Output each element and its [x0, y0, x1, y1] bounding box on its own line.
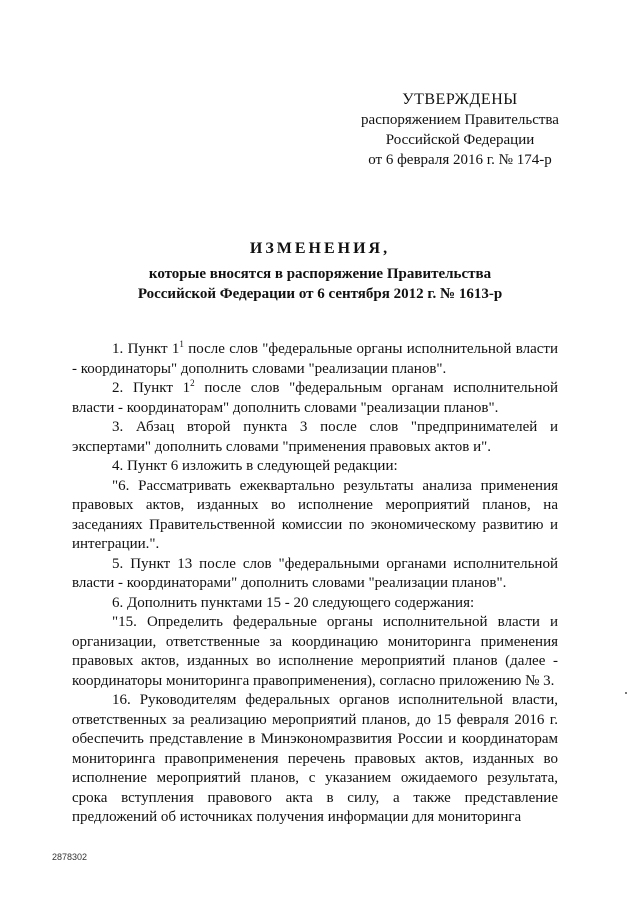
paragraph-7: 6. Дополнить пунктами 15 - 20 следующего содержания: [112, 594, 475, 611]
subtitle-line-2: Российской Федерации от 6 сентября 2012 г. № 1613-р [137, 286, 503, 302]
document-body [72, 340, 558, 828]
document-number: 2878302 [52, 852, 88, 862]
approval-block [330, 90, 590, 170]
paragraph-2-rest: после слов "федеральным органам исполнительной власти - координаторам" дополнить словами "реализации планов". [72, 380, 558, 416]
document-title: ИЗМЕНЕНИЯ, [249, 240, 391, 257]
document-subtitle [60, 264, 580, 304]
margin-mark [625, 692, 627, 694]
paragraph-3: 3. Абзац второй пункта 3 после слов "предпринимателей и экспертами" дополнить словами "применения правовых актов и". [72, 419, 558, 455]
paragraph-2-superscript: 2 [190, 378, 195, 388]
approval-line-2: Российской Федерации [385, 132, 535, 148]
paragraph-1-superscript: 1 [179, 339, 184, 349]
approval-line-1: распоряжением Правительства [361, 112, 559, 128]
approval-line-3: от 6 февраля 2016 г. № 174-р [368, 152, 552, 168]
approval-heading: УТВЕРЖДЕНЫ [402, 91, 518, 108]
paragraph-1-start: 1. Пункт 1 [112, 341, 180, 357]
paragraph-9: 16. Руководителям федеральных органов исполнительной власти, ответственных за реализацию мероприятий планов, до 15 февраля 2016 г. обеспечить представление в Минэкономразвития России и координаторам мониторинга правоприменения перечень правовых актов, изданных во исполнение мероприятий планов, с указанием ожидаемого результата, срока вступления правового акта в силу, а также представление предложений об источниках получения информации для мониторинга [72, 692, 558, 825]
paragraph-2-start: 2. Пункт 1 [112, 380, 191, 396]
paragraph-2 [72, 379, 558, 418]
paragraph-8: "15. Определить федеральные органы исполнительной власти и организации, ответственные за координацию мониторинга применения правовых актов, изданных во исполнение мероприятий планов (далее - координаторы мониторинга правоприменения), согласно приложению № 3. [72, 614, 558, 689]
paragraph-1 [72, 340, 558, 379]
paragraph-5: "6. Рассматривать ежеквартально результаты анализа применения правовых актов, изданных во исполнение мероприятий планов, на заседаниях Правительственной комиссии по экономическому развитию и интеграции.". [72, 477, 558, 552]
paragraph-6: 5. Пункт 13 после слов "федеральными органами исполнительной власти - координаторами" дополнить словами "реализации планов". [72, 555, 558, 591]
subtitle-line-1: которые вносятся в распоряжение Правительства [148, 266, 492, 282]
paragraph-1-rest: после слов "федеральные органы исполнительной власти - координаторы" дополнить словами "реализации планов". [72, 341, 558, 377]
paragraph-4: 4. Пункт 6 изложить в следующей редакции: [112, 458, 398, 474]
